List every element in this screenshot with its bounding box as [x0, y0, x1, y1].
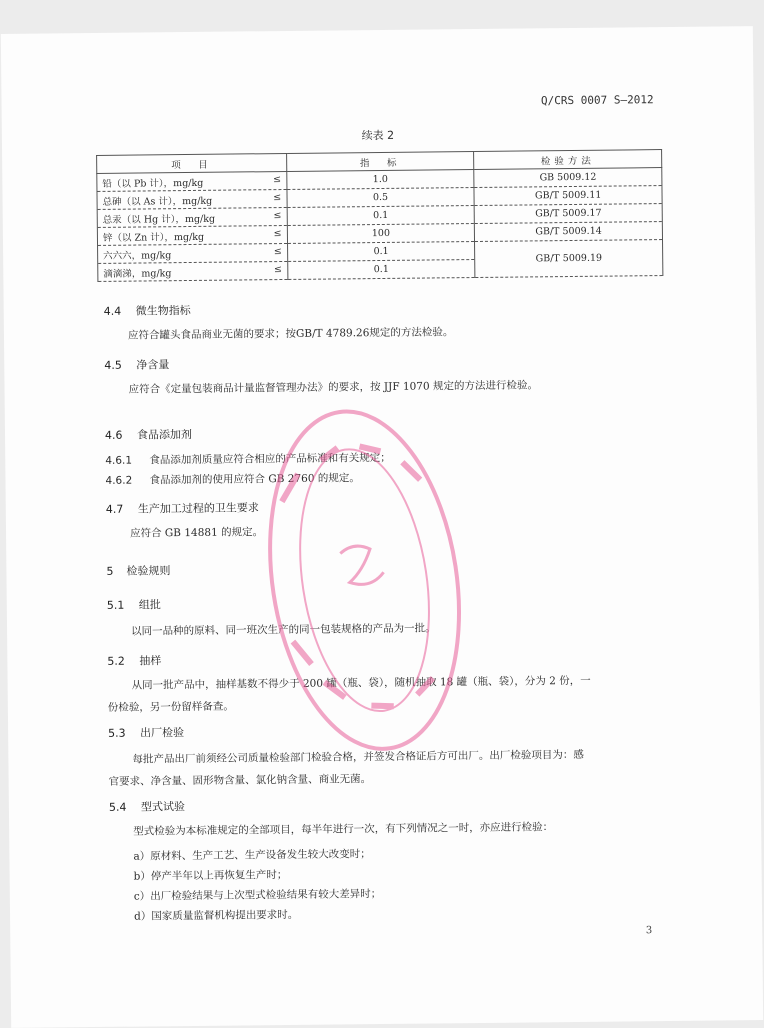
- paragraph: [108, 743, 670, 793]
- row-item: [97, 189, 287, 209]
- spec-table: [96, 149, 663, 282]
- section-number: 4.7: [105, 502, 124, 516]
- row-value: 100: [287, 224, 475, 244]
- paragraph-line: 从同一批产品中，抽样基数不得少于 200 罐（瓶、袋），随机抽取 18 罐（瓶、袋），分为 2 份，一: [131, 674, 591, 692]
- row-value: 0.5: [287, 188, 475, 208]
- item-label: 滴滴涕，mg/kg: [103, 267, 172, 280]
- subsection-text: 食品添加剂质量应符合相应的产品标准和有关规定；: [149, 451, 391, 467]
- section-number: 5.2: [107, 654, 125, 668]
- chapter-title: 检验规则: [126, 564, 171, 578]
- section-heading: [108, 724, 184, 741]
- paragraph: [108, 669, 670, 719]
- header-method: 检验方法: [474, 150, 662, 170]
- row-value: 0.1: [287, 260, 475, 280]
- paragraph-line: 每批产品出厂前须经公司质量检验部门检验合格，并签发合格证后方可出厂。出厂检验项目为：感: [132, 748, 584, 766]
- list-item: b）停产半年以上再恢复生产时；: [133, 869, 288, 883]
- section-title: 净含量: [136, 358, 170, 372]
- document-page: [1, 26, 763, 1028]
- section-heading: [107, 652, 161, 669]
- section-number: 4.4: [103, 304, 122, 318]
- paragraph: [104, 319, 666, 347]
- row-value: 1.0: [286, 170, 474, 190]
- paragraph: [104, 373, 666, 401]
- paragraph: [106, 517, 668, 545]
- section-heading: [106, 499, 259, 517]
- section-heading: [104, 302, 191, 319]
- row-item: [97, 207, 287, 227]
- operator: ≤: [273, 191, 282, 203]
- document-id: Q/CRS 0007 S—2012: [540, 93, 654, 108]
- section-number: 5.1: [106, 598, 125, 612]
- section-number: 4.5: [104, 358, 122, 372]
- operator: ≤: [273, 245, 282, 257]
- item-label: 铅（以 Pb 计），mg/kg: [102, 177, 204, 190]
- section-number: 5.4: [108, 800, 127, 814]
- row-method: GB/T 5009.19: [475, 240, 663, 278]
- paragraph-text: 应符合《定量包装商品计量监督管理办法》的要求，按 JJF 1070 规定的方法进行检验。: [128, 379, 539, 396]
- paragraph-text: 应符合 GB 14881 的规定。: [129, 526, 264, 540]
- chapter-heading: [106, 562, 170, 579]
- section-title: 出厂检验: [140, 726, 185, 740]
- item-label: 六六六，mg/kg: [103, 249, 172, 262]
- operator: ≤: [273, 227, 282, 239]
- list-item: a）原材料、生产工艺、生产设备发生较大改变时；: [133, 848, 371, 863]
- item-label: 总汞（以 Hg 计），mg/kg: [102, 213, 216, 226]
- row-method: GB/T 5009.17: [474, 204, 662, 224]
- paragraph: [107, 615, 669, 643]
- operator: ≤: [273, 263, 283, 275]
- row-method: GB/T 5009.14: [475, 222, 663, 242]
- operator: ≤: [273, 209, 282, 221]
- header-item: 项 目: [97, 153, 287, 173]
- section-title: 生产加工过程的卫生要求: [137, 501, 259, 516]
- table-caption: 续表 2: [361, 128, 395, 143]
- paragraph: [109, 815, 671, 843]
- paragraph-text: 型式检验为本标准规定的全部项目，每半年进行一次，有下列情况之一时，亦应进行检验：: [133, 821, 554, 838]
- row-value: 0.1: [287, 242, 475, 262]
- section-heading: [107, 596, 161, 613]
- paragraph-line: 份检验，另一份留样备查。: [107, 700, 234, 714]
- paragraph-text: 以同一品种的原料、同一班次生产的同一包装规格的产品为一批。: [131, 622, 436, 638]
- row-item: [97, 225, 287, 245]
- subsection-text: 食品添加剂的使用应符合 GB 2760 的规定。: [149, 472, 360, 487]
- row-method: GB 5009.12: [474, 168, 662, 188]
- row-item: [98, 243, 288, 263]
- section-title: 食品添加剂: [136, 427, 193, 442]
- paragraph-text: 应符合罐头食品商业无菌的要求；按GB/T 4789.26规定的方法检验。: [127, 326, 454, 342]
- subsection: [105, 450, 391, 468]
- page-number: 3: [645, 925, 653, 937]
- section-title: 微生物指标: [135, 303, 191, 318]
- header-indicator: 指 标: [286, 152, 474, 172]
- section-title: 组批: [138, 598, 161, 612]
- section-heading: [109, 798, 185, 815]
- row-value: 0.1: [287, 206, 475, 226]
- subsection: [105, 470, 359, 488]
- item-label: 总砷（以 As 计），mg/kg: [102, 195, 213, 208]
- row-item: [98, 261, 288, 281]
- subsection-number: 4.6.1: [105, 454, 133, 467]
- section-number: 5.3: [108, 726, 126, 740]
- list-item: d）国家质量监督机构提出要求时。: [134, 908, 299, 923]
- item-label: 锌（以 Zn 计），mg/kg: [102, 231, 205, 244]
- subsection-number: 4.6.2: [105, 474, 133, 487]
- list-item: c）出厂检验结果与上次型式检验结果有较大差异时；: [133, 888, 382, 903]
- chapter-number: 5: [106, 564, 114, 578]
- row-method: GB/T 5009.11: [474, 186, 662, 206]
- section-title: 抽样: [139, 654, 162, 668]
- section-heading: [105, 426, 192, 443]
- section-heading: [104, 356, 169, 373]
- section-number: 4.6: [104, 428, 123, 442]
- section-title: 型式试验: [140, 800, 185, 814]
- paragraph-line: 官要求、净含量、固形物含量、氯化钠含量、商业无菌。: [108, 773, 372, 788]
- row-item: [97, 171, 287, 191]
- operator: ≤: [272, 173, 282, 185]
